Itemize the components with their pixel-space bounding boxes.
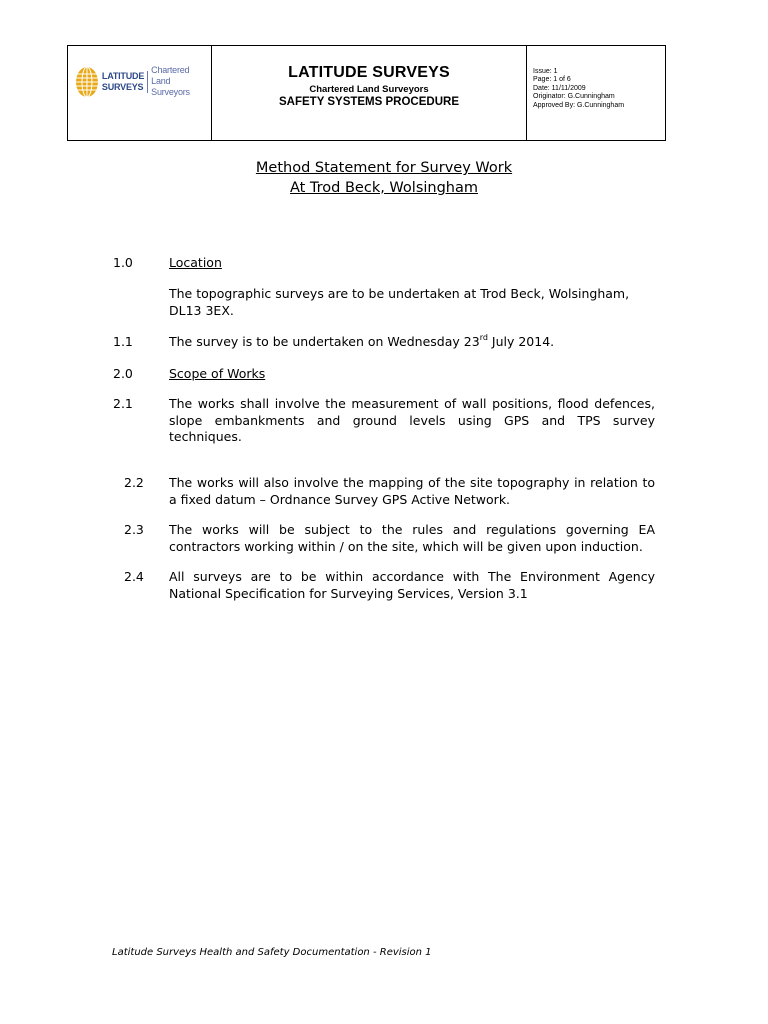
section-number: 2.1 (113, 396, 133, 411)
scope-text-2-2: The works will also involve the mapping of the site topography in relation to a fixed datum – Ordnance Survey GPS Active Network. (169, 475, 655, 507)
document-title: Method Statement for Survey Work (255, 160, 513, 176)
logo-tag-land-surveyors: Land Surveyors (151, 76, 190, 97)
location-text: The topographic surveys are to be undertaken at Trod Beck, Wolsingham, DL13 3EX. (169, 286, 630, 318)
section-heading-location: Location (169, 255, 222, 270)
survey-date-text-end: July 2014. (487, 334, 555, 349)
document-header (67, 45, 666, 141)
meta-date: Date: 11/11/2009 (533, 84, 586, 92)
scope-text-2-1: The works shall involve the measurement of wall positions, flood defences, slope embankments and ground levels using GPS and TPS survey techniques. (169, 396, 655, 444)
meta-page: Page: 1 of 6 (533, 76, 571, 84)
logo-word-latitude: LATITUDE (101, 70, 145, 81)
section-number: 1.1 (113, 334, 133, 349)
section-number: 2.3 (124, 522, 144, 537)
section-number: 2.4 (124, 569, 144, 584)
company-subtitle: Chartered Land Surveyors (309, 84, 429, 95)
meta-approved-by: Approved By: G.Cunningham (533, 101, 625, 109)
scope-text-2-4: All surveys are to be within accordance with The Environment Agency National Specification for Surveying Services, Version 3.1 (169, 569, 655, 601)
section-number: 2.0 (113, 366, 133, 381)
logo-cell (68, 46, 212, 140)
document-meta (527, 46, 665, 140)
date-ordinal: rd (479, 333, 488, 342)
company-logo (75, 65, 211, 98)
meta-originator: Originator: G.Cunningham (533, 93, 615, 101)
section-number: 1.0 (113, 255, 133, 270)
survey-date-text-start: The survey is to be undertaken on Wednesday 23 (169, 334, 480, 349)
header-title-cell (212, 46, 527, 140)
logo-tag-chartered: Chartered (151, 65, 190, 75)
globe-icon (75, 66, 99, 98)
survey-date-text (169, 334, 655, 351)
logo-word-surveys: SURVEYS (101, 81, 144, 92)
page-footer: Latitude Surveys Health and Safety Documentation - Revision 1 (112, 947, 432, 958)
company-name: LATITUDE SURVEYS (288, 64, 450, 81)
scope-text-2-3: The works will be subject to the rules and regulations governing EA contractors working within / on the site, which will be given upon induction. (169, 522, 655, 554)
meta-issue: Issue: 1 (533, 68, 558, 75)
procedure-title: SAFETY SYSTEMS PROCEDURE (279, 96, 459, 108)
section-number: 2.2 (124, 475, 144, 490)
section-heading-scope: Scope of Works (169, 366, 266, 381)
document-subtitle: At Trod Beck, Wolsingham (289, 180, 479, 196)
